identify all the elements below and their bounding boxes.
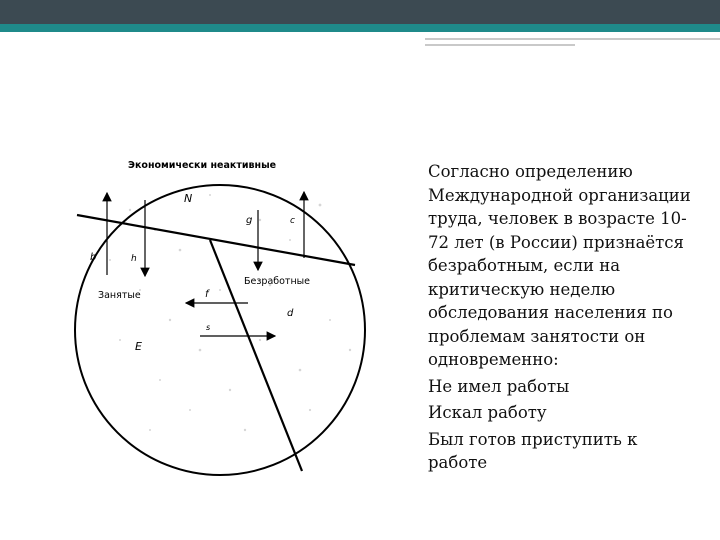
letter-c: c	[290, 216, 295, 226]
condition-item-no-work: Не имел работы	[428, 376, 570, 396]
definition-text-block	[428, 160, 698, 475]
diagram-svg	[60, 90, 440, 530]
letter-f: f	[205, 289, 209, 300]
header-accent-band	[0, 24, 720, 32]
header-band	[0, 0, 720, 24]
label-inactive: Экономически неактивные	[128, 160, 277, 171]
population-circle	[75, 185, 365, 475]
condition-item-sought-work: Искал работу	[428, 403, 547, 422]
label-employed: Занятые	[98, 290, 141, 301]
letter-b: b	[90, 252, 97, 263]
letter-E: E	[135, 340, 142, 353]
divider-line-unemployed	[210, 240, 302, 471]
decorative-line-top	[425, 38, 720, 40]
letter-d: d	[287, 308, 294, 319]
letter-N: N	[184, 192, 193, 205]
letter-h: h	[131, 254, 137, 264]
condition-item-ready-to-work: Был готов приступить к работе	[428, 429, 638, 472]
label-unemployed: Безработные	[244, 276, 311, 287]
decorative-line-bottom	[425, 44, 575, 46]
labor-market-diagram	[60, 90, 440, 530]
letter-g: g	[246, 215, 253, 226]
definition-paragraph: Согласно определению Международной организации труда, человек в возрасте 10-72 лет (в России) признаётся безработным, если на критическую неделю обследования населения по проблемам занятости он одновременно:	[428, 162, 691, 369]
letter-s: s	[206, 323, 211, 332]
